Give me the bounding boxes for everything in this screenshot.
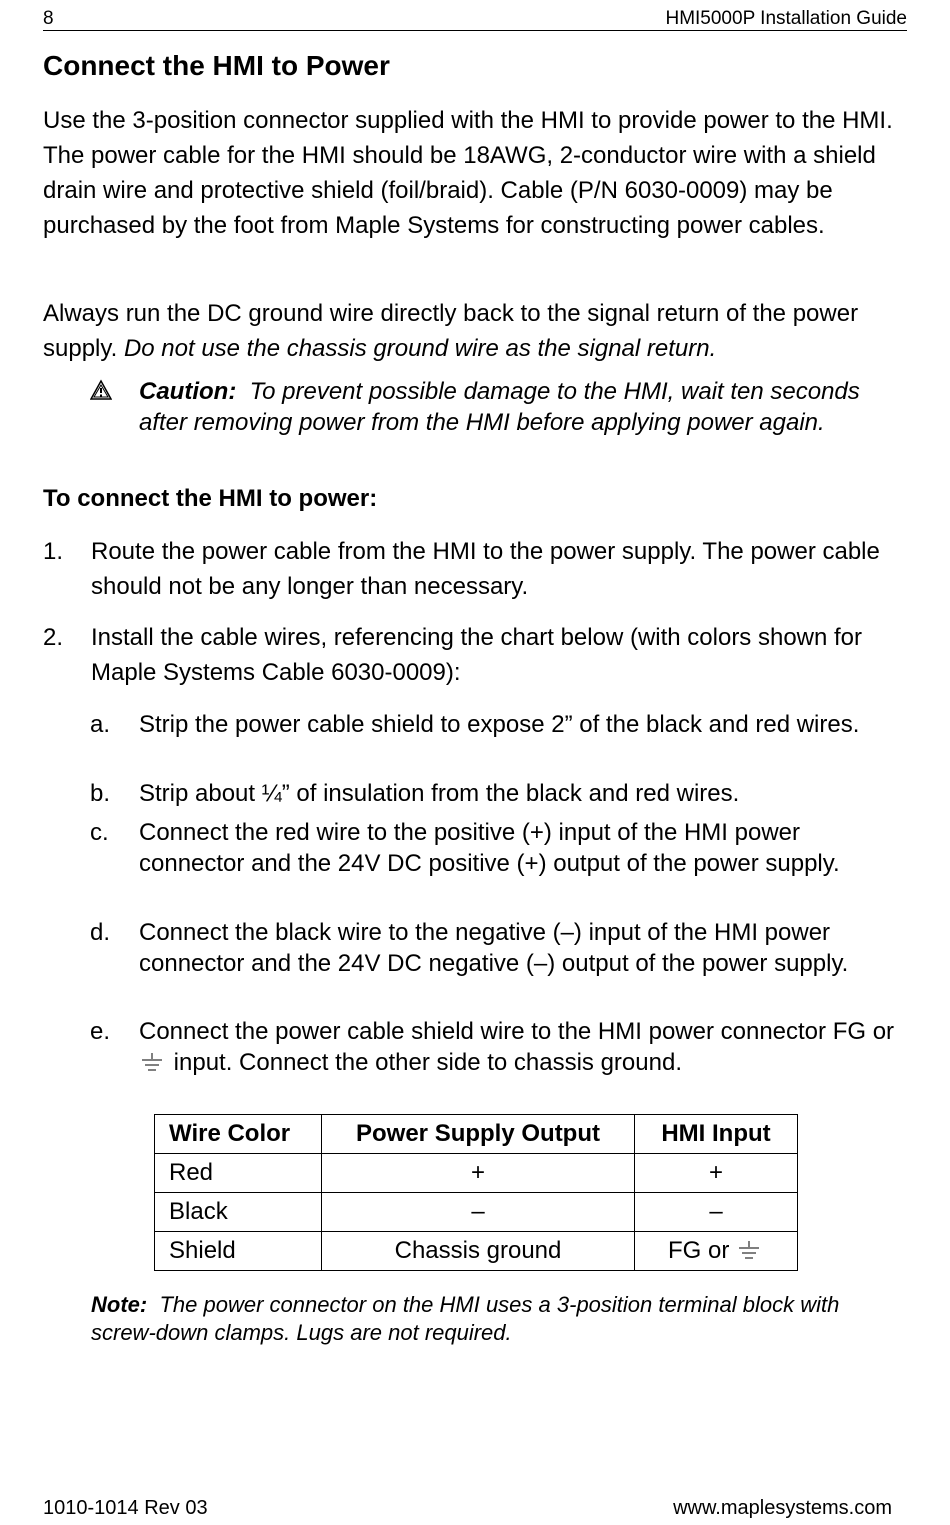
warning-triangle-icon	[90, 379, 112, 401]
table-row	[155, 1232, 798, 1271]
table-row	[155, 1154, 798, 1193]
column-header: Power Supply Output	[322, 1115, 635, 1154]
footer-website: www.maplesystems.com	[673, 1497, 892, 1519]
frame-ground-icon	[738, 1241, 760, 1261]
table-cell: –	[635, 1193, 798, 1232]
footer-doc-number: 1010-1014 Rev 03	[43, 1497, 208, 1519]
step-text: Install the cable wires, referencing the chart below (with colors shown for Maple Systems Cable 6030-0009):	[91, 624, 863, 686]
header-rule	[43, 30, 907, 31]
note-callout	[91, 1291, 891, 1347]
substep-letter: c.	[90, 819, 109, 846]
page-number: 8	[43, 8, 54, 29]
substep-text	[139, 1016, 910, 1078]
table-header-row	[155, 1115, 798, 1154]
substep-text: Connect the black wire to the negative (–) input of the HMI power connector and the 24V DC negative (–) output of the power supply.	[139, 919, 849, 977]
substep-text: Strip about ¼” of insulation from the black and red wires.	[139, 780, 740, 807]
caution-label: Caution:	[139, 378, 237, 405]
caution-callout	[90, 376, 870, 438]
table-cell: +	[322, 1154, 635, 1193]
caution-text-block	[139, 376, 870, 438]
frame-ground-icon	[141, 1053, 163, 1073]
note-text: The power connector on the HMI uses a 3-position terminal block with screw-down clamps. Lugs are not required.	[91, 1292, 840, 1345]
table-cell: Red	[155, 1154, 322, 1193]
table-cell: Chassis ground	[322, 1232, 635, 1271]
intro-paragraph: Use the 3-position connector supplied with the HMI to provide power to the HMI. The power cable for the HMI should be 18AWG, 2-conductor wire with a shield drain wire and protective shield (foil/braid). Cable (P/N 6030-0009) may be purchased by the foot from Maple Systems for constructing power cables.	[43, 107, 893, 239]
step-number: 2.	[43, 624, 64, 651]
table-cell: Black	[155, 1193, 322, 1232]
step-item	[43, 620, 908, 690]
table-cell: +	[635, 1154, 798, 1193]
column-header: HMI Input	[635, 1115, 798, 1154]
wire-color-table	[154, 1114, 798, 1271]
substep-letter: b.	[90, 780, 111, 807]
substep-letter: a.	[90, 711, 111, 738]
section-title: Connect the HMI to Power	[43, 50, 390, 81]
substep-letter: e.	[90, 1018, 111, 1045]
substep-item	[90, 917, 910, 979]
substep-letter: d.	[90, 919, 111, 946]
substep-item	[90, 709, 910, 740]
running-header-title: HMI5000P Installation Guide	[665, 8, 907, 29]
table-cell-with-icon	[635, 1232, 798, 1271]
table-cell: Shield	[155, 1232, 322, 1271]
ground-paragraph-text: Always run the DC ground wire directly back to the signal return of the power supply.	[43, 300, 859, 362]
table-cell-text: FG or	[667, 1237, 730, 1264]
table-row	[155, 1193, 798, 1232]
substep-text-after: input. Connect the other side to chassis ground.	[173, 1049, 682, 1076]
step-number: 1.	[43, 538, 64, 565]
caution-text: To prevent possible damage to the HMI, wait ten seconds after removing power from the HMI before applying power again.	[139, 378, 860, 436]
procedure-title: To connect the HMI to power:	[43, 485, 378, 512]
ground-paragraph	[43, 296, 908, 366]
substep-text: Connect the red wire to the positive (+) input of the HMI power connector and the 24V DC positive (+) output of the power supply.	[139, 819, 840, 877]
substep-item	[90, 817, 910, 879]
step-item	[43, 534, 908, 604]
substep-text: Strip the power cable shield to expose 2” of the black and red wires.	[139, 711, 860, 738]
ground-paragraph-emphasis: Do not use the chassis ground wire as the signal return.	[123, 335, 717, 362]
substep-item	[90, 778, 910, 809]
step-text: Route the power cable from the HMI to the power supply. The power cable should not be any longer than necessary.	[91, 538, 880, 600]
note-label: Note:	[91, 1292, 148, 1317]
substep-item	[90, 1016, 910, 1078]
column-header: Wire Color	[155, 1115, 322, 1154]
table-cell: –	[322, 1193, 635, 1232]
substep-text-before: Connect the power cable shield wire to the HMI power connector FG or	[139, 1018, 895, 1045]
